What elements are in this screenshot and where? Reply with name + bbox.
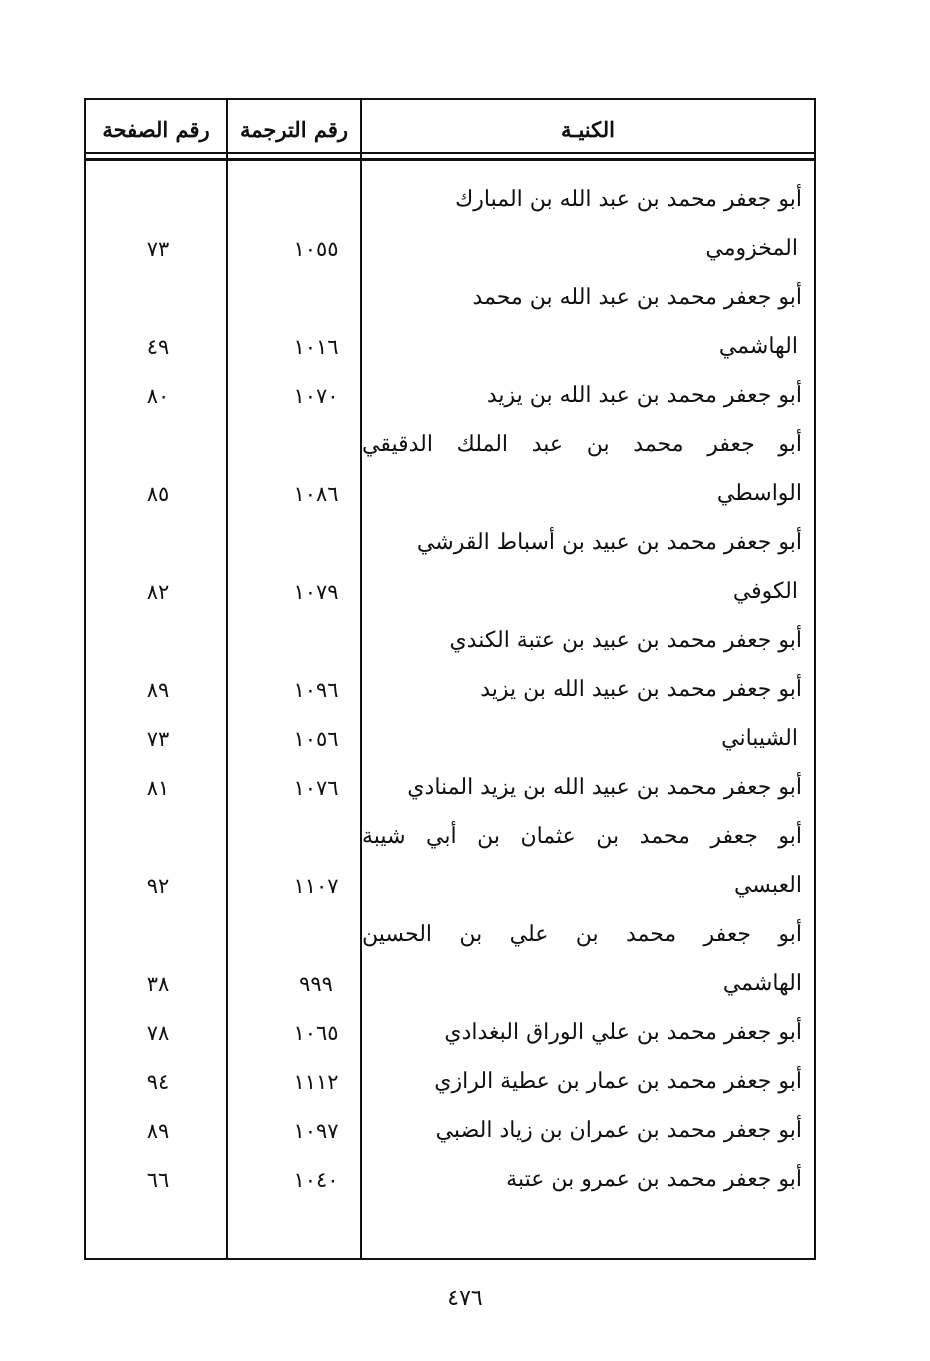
tarjama-number-cell: ١٠٩٦ [293,678,339,702]
page-number-cell: ٦٦ [146,1168,170,1192]
kunya-cell: الهاشمي [722,971,802,996]
kunya-cell: أبو جعفر محمد بن عثمان بن أبي شيبة [362,824,802,849]
tarjama-number-cell: ١١٠٧ [293,874,339,898]
kunya-cell: أبو جعفر محمد بن عبيد بن عتبة الكندي [449,628,802,653]
kunya-cell: أبو جعفر محمد بن عبد الله بن المبارك [455,187,802,212]
table-row [86,323,814,371]
header-page-number: رقم الصفحة [102,116,210,142]
table-row [86,519,814,567]
kunya-cell: أبو جعفر محمد بن عبد الله بن يزيد [486,383,802,408]
table-row [86,470,814,518]
table-row [86,617,814,665]
table-row [86,1156,814,1204]
header-kunya: الكنيـة [561,116,615,142]
kunya-cell: أبو جعفر محمد بن عبد الله بن محمد [472,285,802,310]
kunya-cell: أبو جعفر محمد بن عمار بن عطية الرازي [434,1069,802,1094]
tarjama-number-cell: ١٠٧٠ [293,384,339,408]
kunya-cell: العبسي [733,873,802,898]
table-row [86,372,814,420]
tarjama-number-cell: ١٠٧٩ [293,580,339,604]
tarjama-number-cell: ١٠٧٦ [293,776,339,800]
page-number-cell: ٤٩ [146,335,170,359]
page-number-cell: ٨١ [146,776,170,800]
table-row [86,960,814,1008]
tarjama-number-cell: ٩٩٩ [299,972,333,996]
kunya-cell: الكوفي [732,579,798,604]
tarjama-number-cell: ١٠٤٠ [293,1168,339,1192]
kunya-cell: أبو جعفر محمد بن عمرو بن عتبة [506,1167,802,1192]
kunya-cell: أبو جعفر محمد بن عبد الملك الدقيقي [362,432,802,457]
tarjama-number-cell: ١٠٥٥ [293,237,339,261]
page-number: ٤٧٦ [447,1286,483,1311]
page-number-cell: ٨٢ [146,580,170,604]
page-number-cell: ٨٥ [146,482,170,506]
table-row [86,225,814,273]
kunya-cell: الهاشمي [718,334,798,359]
tarjama-number-cell: ١٠٦٥ [293,1021,339,1045]
table-row [86,764,814,812]
table-row [86,862,814,910]
kunya-cell: أبو جعفر محمد بن علي الوراق البغدادي [444,1020,802,1045]
table-row [86,274,814,322]
kunya-cell: أبو جعفر محمد بن علي بن الحسين [362,922,802,947]
tarjama-number-cell: ١٠٩٧ [293,1119,339,1143]
page-number-cell: ٧٣ [146,237,170,261]
page-number-cell: ٨٩ [146,678,170,702]
table-row [86,911,814,959]
kunya-cell: أبو جعفر محمد بن عمران بن زياد الضبي [435,1118,802,1143]
page-number-cell: ٩٤ [146,1070,170,1094]
table-row [86,1009,814,1057]
table-row [86,176,814,224]
kunya-cell: أبو جعفر محمد بن عبيد بن أسباط القرشي [416,530,802,555]
page-number-cell: ٧٣ [146,727,170,751]
table-row [86,1107,814,1155]
page-number-cell: ٨٠ [146,384,170,408]
table-row [86,1058,814,1106]
kunya-cell: الواسطي [716,481,802,506]
tarjama-number-cell: ١٠٥٦ [293,727,339,751]
table-row [86,568,814,616]
kunya-cell: أبو جعفر محمد بن عبيد الله بن يزيد المنادي [407,775,802,800]
tarjama-number-cell: ١١١٢ [293,1070,339,1094]
kunya-cell: المخزومي [705,236,798,261]
table-row [86,813,814,861]
tarjama-number-cell: ١٠١٦ [293,335,339,359]
header-tarjama-number: رقم الترجمة [240,116,349,142]
header-rule-bottom [84,158,816,161]
kunya-cell: الشيباني [721,726,798,751]
table-row [86,715,814,763]
page-number-cell: ٣٨ [146,972,170,996]
page-number-cell: ٨٩ [146,1119,170,1143]
tarjama-number-cell: ١٠٨٦ [293,482,339,506]
kunya-cell: أبو جعفر محمد بن عبيد الله بن يزيد [480,677,802,702]
table-row [86,666,814,714]
table-row [86,421,814,469]
page-number-cell: ٩٢ [146,874,170,898]
page-number-cell: ٧٨ [146,1021,170,1045]
